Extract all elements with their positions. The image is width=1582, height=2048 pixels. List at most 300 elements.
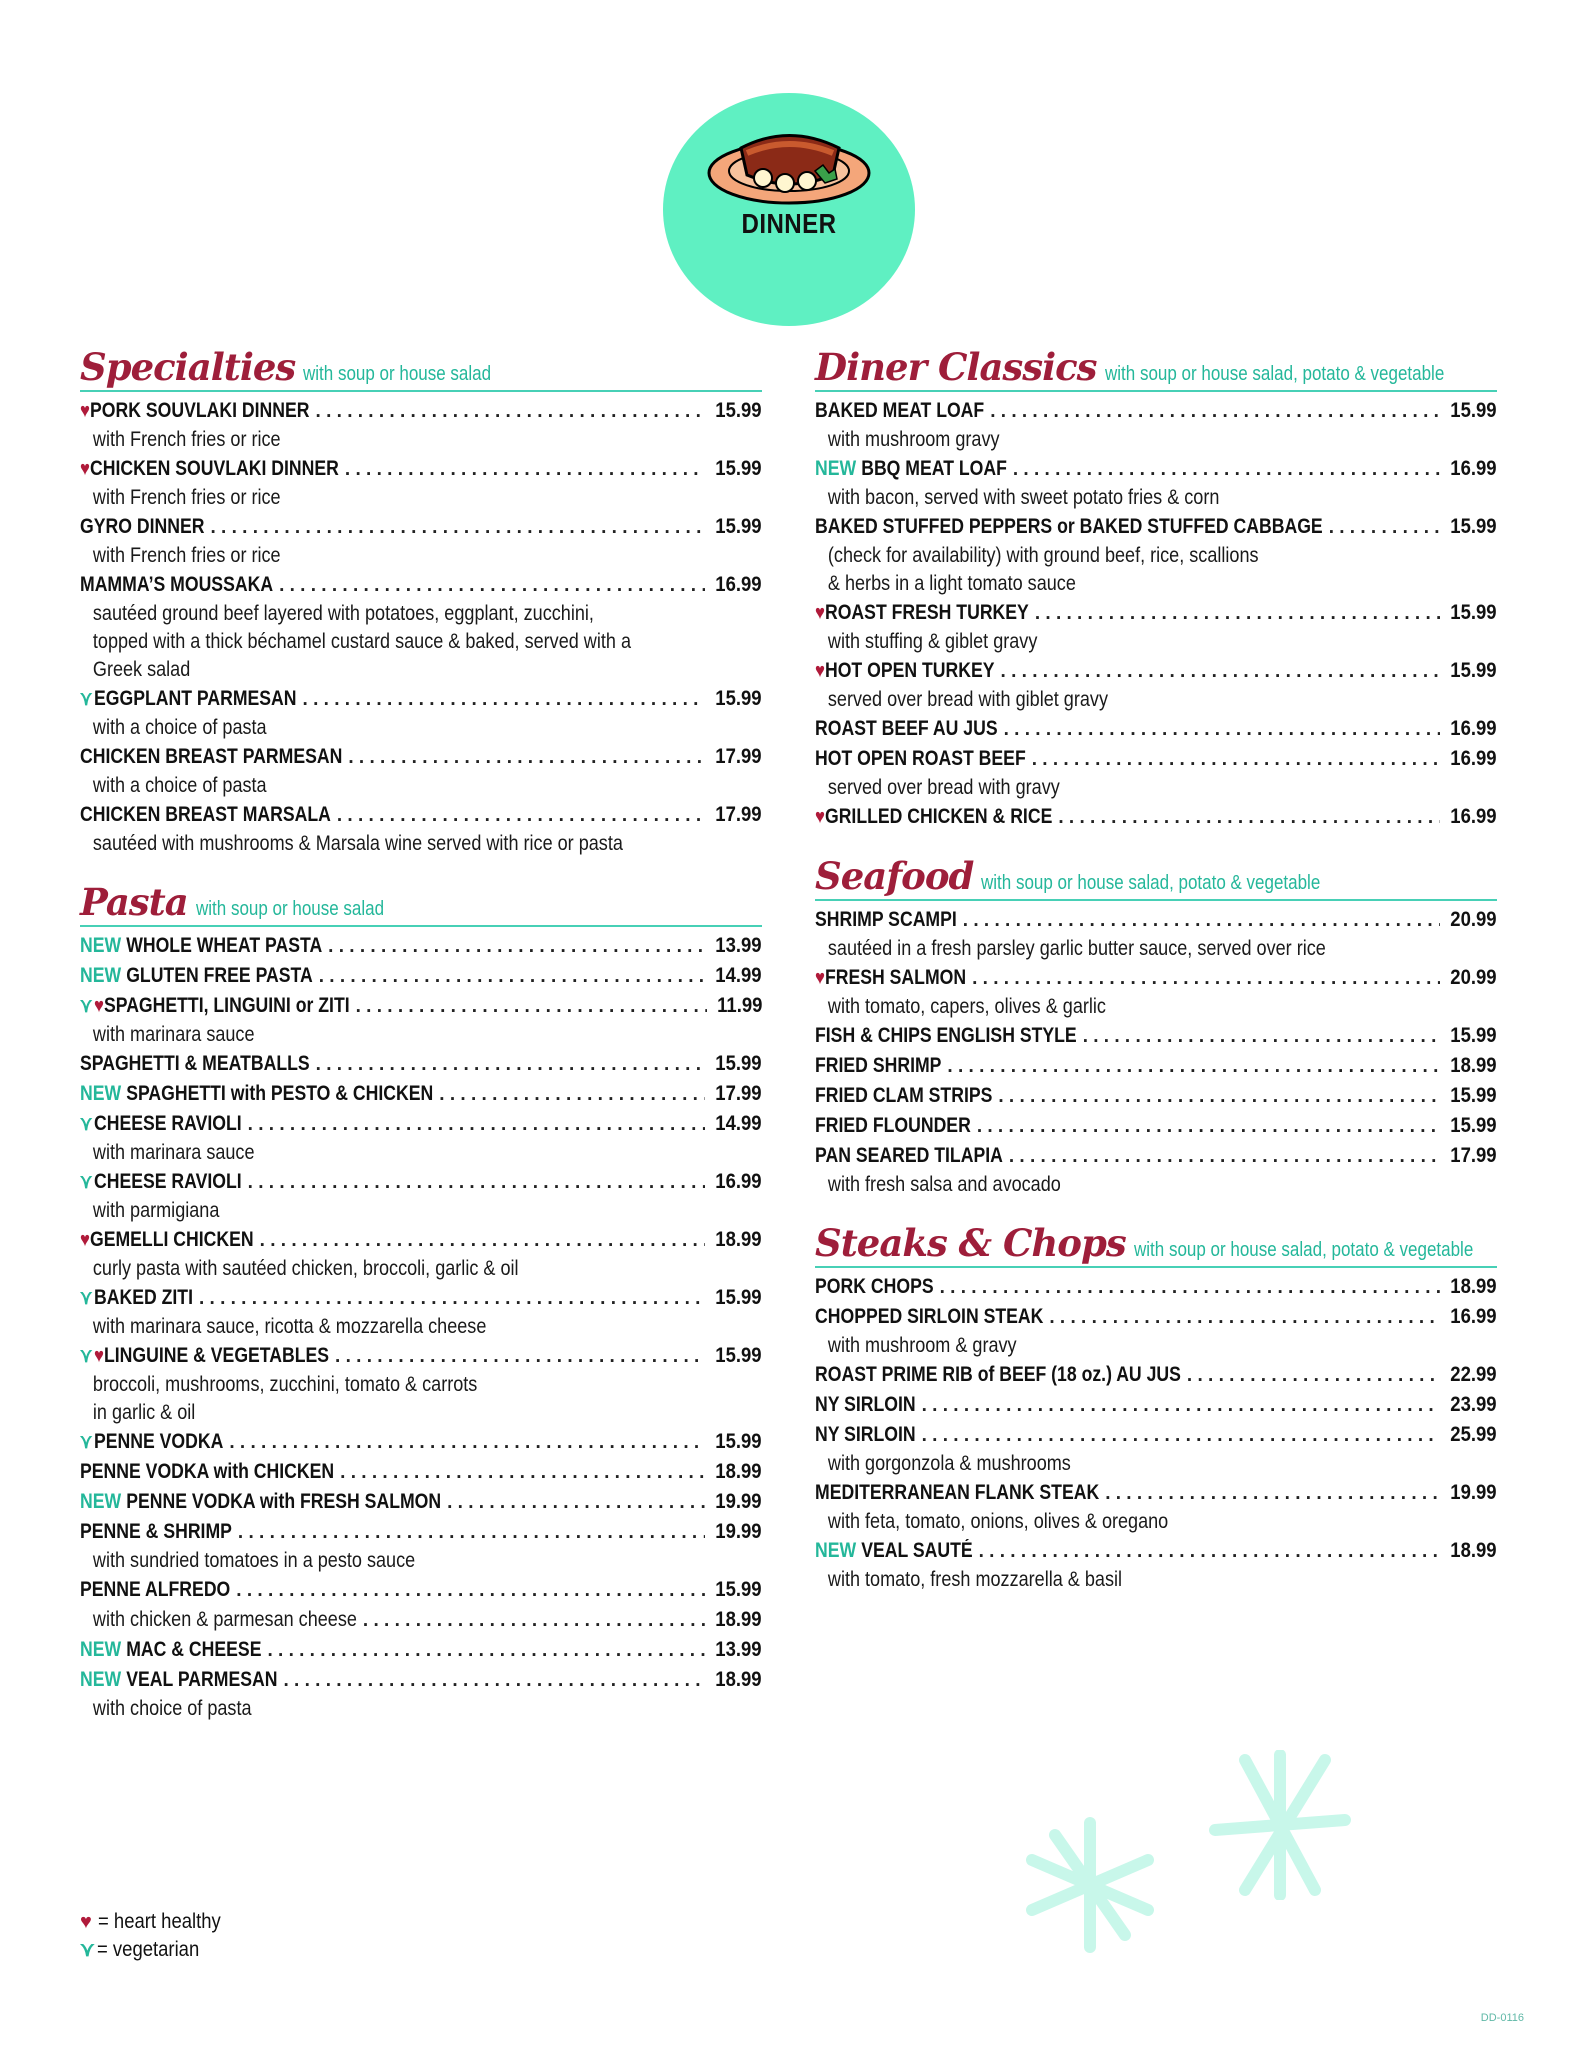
menu-item-name <box>80 991 350 1021</box>
menu-item-description: topped with a thick béchamel custard sauce & baked, served with a <box>92 630 631 653</box>
menu-item-price: 15.99 <box>1450 399 1497 422</box>
menu-item-row <box>815 802 1497 832</box>
menu-item-row <box>80 1487 762 1517</box>
menu-item <box>815 963 1497 1021</box>
menu-item-label: MEDITERRANEAN FLANK STEAK <box>815 1481 1100 1504</box>
vegetarian-icon: ⋎ <box>80 995 93 1017</box>
menu-item-row <box>80 961 762 991</box>
section-subtitle: with soup or house salad <box>195 898 384 920</box>
leader-dots <box>267 1636 705 1665</box>
menu-item-row <box>80 1427 762 1457</box>
menu-item-row <box>815 598 1497 628</box>
leader-dots <box>283 1666 705 1695</box>
menu-item-price: 16.99 <box>1450 717 1497 740</box>
legend-heart-label: = heart healthy <box>97 1910 221 1933</box>
menu-item-label: CHICKEN BREAST PARMESAN <box>80 745 343 768</box>
menu-item-row <box>815 744 1497 774</box>
menu-item-name <box>815 1420 916 1450</box>
menu-item <box>815 714 1497 744</box>
menu-item-label: CHEESE RAVIOLI <box>93 1170 242 1193</box>
menu-item-description: sautéed ground beef layered with potatoes, eggplant, zucchini, <box>92 602 594 625</box>
menu-item-price: 15.99 <box>715 515 762 538</box>
menu-item-row <box>80 1109 762 1139</box>
menu-item-label: GLUTEN FREE PASTA <box>126 964 313 987</box>
menu-item-label: NY SIRLOIN <box>815 1423 916 1446</box>
vegetarian-icon: ⋎ <box>80 1431 93 1453</box>
menu-item-label: ROAST BEEF AU JUS <box>815 717 998 740</box>
menu-item <box>815 1536 1497 1594</box>
menu-item-row <box>80 1341 762 1371</box>
menu-item-price: 16.99 <box>715 1170 762 1193</box>
menu-item-label: LINGUINE & VEGETABLES <box>103 1344 330 1367</box>
menu-item <box>80 1049 762 1079</box>
leader-dots <box>977 1112 1441 1141</box>
leader-dots <box>248 1110 706 1139</box>
menu-item-name <box>80 742 342 772</box>
menu-item-row <box>80 1225 762 1255</box>
menu-item-row <box>815 454 1497 484</box>
menu-item-label: GEMELLI CHICKEN <box>89 1228 254 1251</box>
leader-dots <box>229 1428 705 1457</box>
section-pasta <box>80 880 762 1723</box>
menu-item-name <box>80 1079 433 1109</box>
menu-item <box>80 1109 762 1167</box>
new-badge: NEW <box>815 457 857 480</box>
menu-item-price: 19.99 <box>1450 1481 1497 1504</box>
section-title: Diner Classics <box>815 345 1097 389</box>
leader-dots <box>1105 1479 1440 1508</box>
leader-dots <box>990 397 1440 426</box>
menu-item-label: SHRIMP SCAMPI <box>815 908 957 931</box>
leader-dots <box>335 1342 705 1371</box>
menu-item-row <box>815 1390 1497 1420</box>
menu-item-name <box>815 1021 1077 1051</box>
leader-dots <box>328 932 705 961</box>
vegetarian-icon: ⋎ <box>80 1939 95 1961</box>
leader-dots <box>260 1226 706 1255</box>
menu-item-description: in garlic & oil <box>92 1401 196 1424</box>
menu-item-row <box>815 1051 1497 1081</box>
menu-item <box>80 931 762 961</box>
menu-item <box>815 454 1497 512</box>
vegetarian-icon: ⋎ <box>80 1171 93 1193</box>
menu-item-row <box>80 1283 762 1313</box>
leader-dots <box>316 397 706 426</box>
new-badge: NEW <box>80 1490 122 1513</box>
leader-dots <box>922 1391 1441 1420</box>
menu-item-row <box>80 1167 762 1197</box>
menu-item-label: PORK SOUVLAKI DINNER <box>89 399 310 422</box>
menu-item-name <box>815 1141 1003 1171</box>
menu-item-row <box>80 1517 762 1547</box>
leader-dots <box>248 1168 706 1197</box>
menu-item-name <box>80 1665 277 1695</box>
menu-item-price: 15.99 <box>715 1344 762 1367</box>
menu-item <box>815 905 1497 963</box>
menu-item-price: 15.99 <box>715 1286 762 1309</box>
menu-item-row <box>80 1049 762 1079</box>
menu-item-label: FRESH SALMON <box>824 966 967 989</box>
menu-item <box>80 570 762 684</box>
menu-item-price: 15.99 <box>1450 1084 1497 1107</box>
menu-item-name <box>815 1272 934 1302</box>
menu-item-label: GYRO DINNER <box>80 515 205 538</box>
heart-icon: ♥ <box>80 400 90 422</box>
menu-item-price: 19.99 <box>715 1490 762 1513</box>
menu-item-description: & herbs in a light tomato sauce <box>827 572 1076 595</box>
menu-item-price: 15.99 <box>1450 659 1497 682</box>
menu-item <box>80 991 762 1049</box>
menu-item-price: 18.99 <box>715 1668 762 1691</box>
dinner-plate-icon <box>703 113 875 223</box>
menu-item-description: served over bread with gravy <box>827 776 1060 799</box>
menu-item <box>80 1487 762 1517</box>
menu-item-price: 20.99 <box>1450 966 1497 989</box>
menu-item-description: with bacon, served with sweet potato fries & corn <box>827 486 1220 509</box>
section-title: Pasta <box>80 880 188 924</box>
leader-dots <box>337 801 706 830</box>
menu-item-price: 15.99 <box>1450 1114 1497 1137</box>
menu-item <box>80 1517 762 1575</box>
menu-item-price: 16.99 <box>1450 805 1497 828</box>
leader-dots <box>963 906 1441 935</box>
leader-dots <box>1329 513 1441 542</box>
menu-item <box>80 1635 762 1665</box>
menu-item-label: BAKED STUFFED PEPPERS or BAKED STUFFED CABBAGE <box>815 515 1323 538</box>
menu-item-label: FRIED CLAM STRIPS <box>815 1084 993 1107</box>
menu-item-row <box>80 931 762 961</box>
menu-item-price: 15.99 <box>1450 515 1497 538</box>
menu-item-label: ROAST PRIME RIB of BEEF (18 oz.) AU JUS <box>815 1363 1181 1386</box>
menu-item-description: with parmigiana <box>92 1199 220 1222</box>
menu-item <box>815 598 1497 656</box>
menu-item-price: 14.99 <box>715 964 762 987</box>
menu-item-name <box>815 512 1323 542</box>
menu-item-price: 23.99 <box>1450 1393 1497 1416</box>
section-header <box>815 854 1497 901</box>
leader-dots <box>1032 745 1441 774</box>
menu-item-row <box>815 1272 1497 1302</box>
menu-item <box>815 1081 1497 1111</box>
menu-item-label: PENNE VODKA with FRESH SALMON <box>126 1490 442 1513</box>
menu-item-label: MAC & CHEESE <box>126 1638 262 1661</box>
menu-item-label: GRILLED CHICKEN & RICE <box>824 805 1053 828</box>
menu-item-label: VEAL SAUTÉ <box>861 1539 973 1562</box>
menu-item-description: with stuffing & giblet gravy <box>827 630 1038 653</box>
menu-item-label: CHOPPED SIRLOIN STEAK <box>815 1305 1044 1328</box>
menu-item-row <box>80 800 762 830</box>
leader-dots <box>316 1050 706 1079</box>
menu-item <box>815 1360 1497 1390</box>
menu-item-label: NY SIRLOIN <box>815 1393 916 1416</box>
menu-item-description: (check for availability) with ground beef, rice, scallions <box>827 544 1259 567</box>
menu-item-price: 17.99 <box>715 1082 762 1105</box>
menu-item-name <box>815 1536 973 1566</box>
menu-item-name <box>80 1167 242 1197</box>
menu-item-price: 13.99 <box>715 934 762 957</box>
menu-item-price: 25.99 <box>1450 1423 1497 1446</box>
menu-item-row <box>815 963 1497 993</box>
menu-item-description: with gorgonzola & mushrooms <box>827 1452 1071 1475</box>
menu-item-option <box>80 1606 357 1634</box>
leader-dots <box>1083 1022 1441 1051</box>
starburst-decoration <box>1020 1815 1160 1955</box>
menu-item-name <box>815 744 1026 774</box>
menu-item-description: with marinara sauce <box>92 1141 255 1164</box>
new-badge: NEW <box>80 1668 122 1691</box>
menu-item-row <box>80 991 762 1021</box>
menu-item <box>815 656 1497 714</box>
leader-dots <box>319 962 706 991</box>
heart-icon: ♥ <box>80 1229 90 1251</box>
menu-item <box>80 454 762 512</box>
menu-item-price: 16.99 <box>1450 1305 1497 1328</box>
menu-item-label: MAMMA’S MOUSSAKA <box>80 573 274 596</box>
leader-dots <box>303 685 706 714</box>
legend <box>80 1908 237 1964</box>
menu-item-label: FRIED FLOUNDER <box>815 1114 971 1137</box>
menu-item-name <box>80 961 313 991</box>
section-header <box>815 345 1497 392</box>
menu-item-row <box>815 1021 1497 1051</box>
menu-item <box>80 1225 762 1283</box>
menu-item-label: with chicken & parmesan cheese <box>92 1608 357 1631</box>
menu-item-row <box>815 905 1497 935</box>
menu-item-row <box>815 1141 1497 1171</box>
menu-item-price: 17.99 <box>715 803 762 826</box>
menu-item-description: broccoli, mushrooms, zucchini, tomato & carrots <box>92 1373 478 1396</box>
menu-item <box>80 961 762 991</box>
menu-item-price: 15.99 <box>715 457 762 480</box>
section-header <box>80 880 762 927</box>
menu-item-row <box>80 396 762 426</box>
menu-item <box>815 1051 1497 1081</box>
menu-item-label: SPAGHETTI & MEATBALLS <box>80 1052 310 1075</box>
menu-item <box>80 1427 762 1457</box>
leader-dots <box>363 1606 706 1635</box>
menu-item <box>815 396 1497 454</box>
leader-dots <box>922 1421 1441 1450</box>
menu-item-label: HOT OPEN TURKEY <box>824 659 995 682</box>
menu-item-row <box>815 1360 1497 1390</box>
heart-icon: ♥ <box>815 660 825 682</box>
menu-item-row <box>815 1478 1497 1508</box>
menu-item-label: BAKED ZITI <box>93 1286 193 1309</box>
legend-veg-label: = vegetarian <box>96 1938 199 1961</box>
section-title: Steaks & Chops <box>815 1221 1126 1265</box>
menu-item <box>80 1605 762 1635</box>
menu-item-row <box>815 1302 1497 1332</box>
menu-item-name <box>80 1109 242 1139</box>
menu-item-label: PENNE VODKA <box>93 1430 224 1453</box>
menu-item-name <box>80 1517 232 1547</box>
section-steaks-chops <box>815 1221 1497 1594</box>
leader-dots <box>340 1458 705 1487</box>
menu-item-price: 18.99 <box>1450 1275 1497 1298</box>
section-title: Seafood <box>815 854 974 898</box>
menu-item-row <box>815 1111 1497 1141</box>
section-diner-classics <box>815 345 1497 832</box>
legend-veg <box>80 1936 237 1964</box>
leader-dots <box>1035 599 1441 628</box>
menu-item-name <box>80 1575 230 1605</box>
menu-item <box>80 1167 762 1225</box>
menu-item-description: with fresh salsa and avocado <box>827 1173 1061 1196</box>
menu-item-label: CHICKEN BREAST MARSALA <box>80 803 331 826</box>
menu-item-description: with tomato, fresh mozzarella & basil <box>827 1568 1122 1591</box>
leader-dots <box>447 1488 705 1517</box>
menu-item-name <box>80 684 297 714</box>
leader-dots <box>972 964 1440 993</box>
menu-item-row <box>815 512 1497 542</box>
menu-item-label: PAN SEARED TILAPIA <box>815 1144 1003 1167</box>
vegetarian-icon: ⋎ <box>80 688 93 710</box>
menu-item-row <box>80 570 762 600</box>
menu-item-description: Greek salad <box>92 658 191 681</box>
menu-item-row <box>80 454 762 484</box>
leader-dots <box>1004 715 1441 744</box>
menu-item-row <box>80 684 762 714</box>
left-column <box>80 345 762 1745</box>
menu-item-price: 17.99 <box>1450 1144 1497 1167</box>
menu-item-price: 14.99 <box>715 1112 762 1135</box>
menu-item-name <box>815 963 966 993</box>
menu-item-label: CHICKEN SOUVLAKI DINNER <box>89 457 339 480</box>
menu-item <box>815 1478 1497 1536</box>
heart-icon: ♥ <box>815 967 825 989</box>
leader-dots <box>940 1273 1441 1302</box>
leader-dots <box>1013 455 1441 484</box>
leader-dots <box>1049 1303 1440 1332</box>
menu-item <box>80 396 762 454</box>
footer-code: DD-0116 <box>1480 2012 1524 2024</box>
leader-dots <box>210 513 705 542</box>
menu-item-description: with marinara sauce <box>92 1023 255 1046</box>
menu-item <box>80 1665 762 1723</box>
menu-item-row <box>815 714 1497 744</box>
section-specialties <box>80 345 762 858</box>
menu-item-price: 18.99 <box>1450 1539 1497 1562</box>
section-title: Specialties <box>80 345 296 389</box>
menu-item-description: with French fries or rice <box>92 486 281 509</box>
menu-item <box>815 1141 1497 1199</box>
new-badge: NEW <box>80 964 122 987</box>
vegetarian-icon: ⋎ <box>80 1113 93 1135</box>
menu-item-name <box>80 1487 441 1517</box>
menu-item-name <box>80 1049 310 1079</box>
menu-item-description: with a choice of pasta <box>92 774 267 797</box>
menu-item-price: 19.99 <box>715 1520 762 1543</box>
leader-dots <box>236 1576 705 1605</box>
menu-item-price: 16.99 <box>1450 747 1497 770</box>
legend-heart <box>80 1908 237 1936</box>
menu-item <box>80 1079 762 1109</box>
menu-item <box>80 1575 762 1605</box>
leader-dots <box>279 571 705 600</box>
leader-dots <box>238 1518 706 1547</box>
menu-item-label: SPAGHETTI with PESTO & CHICKEN <box>126 1082 434 1105</box>
menu-item-label: BAKED MEAT LOAF <box>815 399 985 422</box>
menu-item-description: with tomato, capers, olives & garlic <box>827 995 1106 1018</box>
menu-item <box>815 1302 1497 1360</box>
menu-item <box>815 1111 1497 1141</box>
heart-icon: ♥ <box>815 602 825 624</box>
menu-item-label: SPAGHETTI, LINGUINI or ZITI <box>103 994 350 1017</box>
menu-item <box>815 1390 1497 1420</box>
menu-item-price: 20.99 <box>1450 908 1497 931</box>
menu-item-description: with a choice of pasta <box>92 716 267 739</box>
new-badge: NEW <box>80 1638 122 1661</box>
menu-item-name <box>80 1283 193 1313</box>
menu-item-price: 15.99 <box>715 1430 762 1453</box>
section-subtitle: with soup or house salad, potato & vegetable <box>981 872 1321 894</box>
menu-item-name <box>80 570 273 600</box>
menu-item-row <box>80 1575 762 1605</box>
menu-item-price: 18.99 <box>715 1460 762 1483</box>
menu-item-name <box>815 802 1052 832</box>
menu-item-price: 15.99 <box>715 1052 762 1075</box>
leader-dots <box>1001 657 1441 686</box>
menu-item-label: EGGPLANT PARMESAN <box>93 687 297 710</box>
right-column <box>815 345 1497 1616</box>
menu-item-name <box>80 800 331 830</box>
menu-item-price: 15.99 <box>715 687 762 710</box>
menu-item-label: PENNE VODKA with CHICKEN <box>80 1460 335 1483</box>
section-subtitle: with soup or house salad <box>303 363 492 385</box>
menu-item-price: 15.99 <box>1450 601 1497 624</box>
heart-icon: ♥ <box>80 458 90 480</box>
new-badge: NEW <box>80 1082 122 1105</box>
menu-item-name <box>815 1302 1043 1332</box>
menu-item-description: with feta, tomato, onions, olives & oregano <box>827 1510 1169 1533</box>
menu-item-row <box>815 1420 1497 1450</box>
menu-item-name <box>815 1478 1099 1508</box>
menu-item-row <box>80 1665 762 1695</box>
menu-item-name <box>80 454 339 484</box>
menu-item-name <box>815 396 984 426</box>
menu-item-price: 17.99 <box>715 745 762 768</box>
menu-item-price: 18.99 <box>1450 1054 1497 1077</box>
heart-icon: ♥ <box>815 806 825 828</box>
menu-item-label: BBQ MEAT LOAF <box>861 457 1007 480</box>
menu-item-name <box>80 512 204 542</box>
leader-dots <box>348 743 705 772</box>
menu-item-label: WHOLE WHEAT PASTA <box>126 934 323 957</box>
menu-item-name <box>815 1081 992 1111</box>
leader-dots <box>979 1537 1441 1566</box>
menu-item-name <box>80 396 310 426</box>
menu-item-label: PORK CHOPS <box>815 1275 934 1298</box>
menu-item-row <box>80 512 762 542</box>
menu-item-description: sautéed with mushrooms & Marsala wine served with rice or pasta <box>92 832 623 855</box>
menu-item-label: PENNE & SHRIMP <box>80 1520 232 1543</box>
menu-item-description: with sundried tomatoes in a pesto sauce <box>92 1549 416 1572</box>
section-header <box>815 1221 1497 1268</box>
menu-item-name <box>815 1390 916 1420</box>
starburst-decoration <box>1205 1750 1355 1900</box>
menu-item <box>80 1283 762 1341</box>
new-badge: NEW <box>815 1539 857 1562</box>
menu-item-price: 18.99 <box>715 1608 762 1631</box>
section-header <box>80 345 762 392</box>
menu-item-name <box>80 1225 254 1255</box>
leader-dots <box>199 1284 705 1313</box>
menu-item-row <box>80 1079 762 1109</box>
menu-item-price: 11.99 <box>716 994 762 1017</box>
menu-item-label: HOT OPEN ROAST BEEF <box>815 747 1026 770</box>
menu-item <box>80 800 762 858</box>
leader-dots <box>1058 803 1440 832</box>
